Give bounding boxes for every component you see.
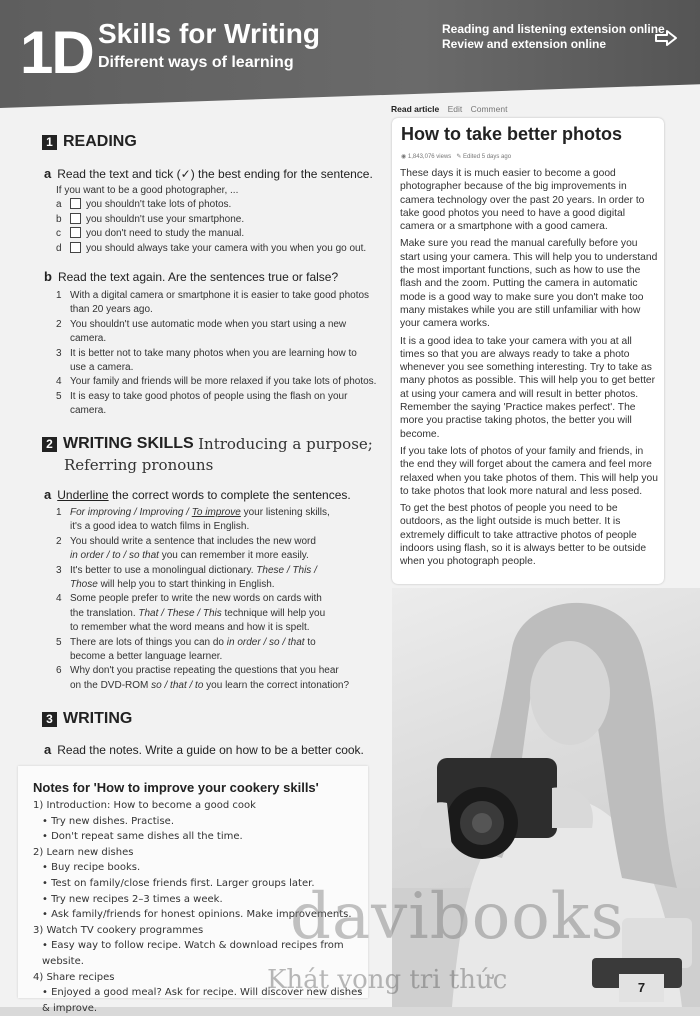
notes-title: Notes for 'How to improve your cookery skills' — [33, 780, 319, 795]
note-line: 1) Introduction: How to become a good cook — [33, 800, 256, 811]
article-paragraph: These days it is much easier to become a good photographer because of the big improvements in camera technology over the past 20 years. In order to take good photos you need to have a good digital camera or a smartphone with a good camera. — [400, 168, 645, 233]
watermark-tagline: Khát vọng tri thức — [267, 965, 508, 995]
choice[interactable]: so that — [128, 550, 159, 562]
views-count: 1,843,076 views — [407, 154, 452, 160]
choice[interactable]: in order — [70, 550, 104, 562]
section-writing-skills-heading — [42, 435, 373, 453]
choice-separator: / — [120, 550, 129, 562]
statement-5-cont — [56, 404, 376, 418]
item-text: You should write a sentence that includes the new word — [70, 535, 316, 547]
tab-comment[interactable]: Comment — [470, 104, 508, 114]
writing-task-a — [44, 742, 364, 757]
statement-text: With a digital camera or smartphone it is easier to take good photos — [70, 290, 370, 301]
watermark: davibooks — [290, 880, 625, 954]
item-text: It's better to use a monolingual dictionary. — [70, 564, 257, 576]
page-number: 7 — [619, 974, 664, 1002]
item-number: 1 — [56, 507, 62, 518]
article-card — [392, 118, 664, 584]
task-instruction: Read the notes. Write a guide on how to be a better cook. — [57, 743, 364, 757]
note-line: • Easy way to follow recipe. Watch & download recipes from website. — [42, 940, 344, 967]
item-text: Why don't you practise repeating the questions that you hear — [70, 665, 339, 677]
item-text: your listening skills, — [240, 507, 330, 518]
ws-item-2[interactable] — [56, 535, 349, 549]
options-stem: If you want to be a good photographer, ... — [56, 185, 239, 196]
note-line: • Test on family/close friends first. Larger groups later. — [42, 877, 315, 889]
ws-item-1[interactable] — [56, 506, 349, 520]
statement-text: You shouldn't use automatic mode when you start using a new — [70, 318, 347, 330]
option-letter: b — [56, 213, 62, 225]
item-text: to remember what the word means and how it is spelt. — [70, 622, 310, 634]
item-text: Some people prefer to write the new words on cards with — [70, 593, 322, 605]
choice[interactable]: Improving — [139, 507, 184, 518]
item-text: to — [304, 636, 316, 648]
item-number: 2 — [56, 535, 62, 547]
item-text: will help you to start thinking in English. — [97, 579, 275, 591]
ws-item-1-cont — [56, 520, 349, 534]
statement-1-cont — [56, 303, 376, 317]
reading-task-b — [44, 269, 338, 284]
section-writing-heading — [42, 710, 132, 728]
option-text: you should always take your camera with you when you go out. — [86, 242, 367, 254]
option-d[interactable] — [56, 242, 366, 256]
ws-item-5[interactable] — [56, 636, 349, 650]
tab-edit[interactable]: Edit — [447, 104, 463, 114]
article-paragraph: If you take lots of photos of your family and friends, in the end they will forget about the camera and feel more relaxed when you take photos of them. This will help you to take photos that look more natural and less posed. — [400, 445, 658, 497]
unit-code: 1D — [20, 19, 93, 86]
section-title: READING — [63, 133, 137, 150]
statement-1 — [56, 289, 376, 303]
note-line: 4) Share recipes — [33, 971, 115, 983]
article-paragraph: It is a good idea to take your camera with you at all times so that you are always ready to take a photo whenever you see something interesting. Try to take as many photos as possible. This will help you to get better at using your camera and will result in better photos. Remember the saying 'Practice makes perfect'. The more you practise taking photos, the better you will become. — [400, 335, 656, 440]
online-line-2: Review and extension online — [442, 37, 607, 51]
choice-separator: / — [131, 507, 140, 518]
article-body — [400, 167, 658, 573]
task-letter: a — [44, 166, 52, 181]
item-text: technique will help you — [221, 607, 326, 619]
note-line: • Ask family/friends for honest opinions. Make improvements. — [42, 909, 352, 921]
ws-item-6-cont — [56, 679, 349, 693]
item-number: 2 — [56, 318, 62, 330]
option-letter: c — [56, 228, 61, 240]
option-text: you shouldn't use your smartphone. — [86, 213, 245, 225]
writing-skills-task-a — [44, 487, 351, 502]
item-number: 1 — [56, 290, 62, 301]
option-letter: a — [56, 199, 62, 211]
item-text: the translation. — [70, 607, 139, 619]
article-title: How to take better photos — [401, 124, 623, 144]
ws-item-4[interactable] — [56, 592, 349, 606]
article-paragraph: Make sure you read the manual carefully before you start using your camera. This will help you to understand the most important functions, such as how to use the flash and the zoom. Putting the camera in automatic mode is a good way to make sure you don't make too many mistakes while you are still unfamiliar with how your camera works. — [400, 238, 658, 330]
choice[interactable]: These / This / — [256, 564, 317, 576]
section-number: 1 — [42, 135, 57, 150]
note-line: 2) Learn new dishes — [33, 846, 134, 858]
item-number: 3 — [56, 347, 62, 359]
item-number: 6 — [56, 665, 62, 677]
choice[interactable]: For improving — [70, 507, 132, 518]
statement-text: It is better not to take many photos when you are learning how to — [70, 347, 357, 359]
section-reading-heading — [42, 133, 137, 151]
choice-separator: / — [183, 507, 192, 518]
option-letter: d — [56, 242, 62, 254]
unit-subtitle: Different ways of learning — [98, 54, 294, 71]
note-line: • Don't repeat same dishes all the time. — [42, 831, 243, 843]
ws-item-5-cont — [56, 650, 349, 664]
tab-read-article[interactable]: Read article — [391, 104, 440, 114]
ws-item-3-cont — [56, 578, 349, 592]
reading-task-a — [44, 166, 373, 181]
edited-time: Edited 5 days ago — [463, 154, 512, 160]
note-line: 3) Watch TV cookery programmes — [33, 924, 204, 936]
choice-separator: / — [103, 550, 113, 562]
article-meta — [401, 153, 511, 160]
choice[interactable]: so / that / to — [151, 679, 204, 691]
ws-item-4-cont — [56, 607, 349, 621]
item-text: you can remember it more easily. — [158, 550, 309, 562]
option-c[interactable] — [56, 227, 366, 241]
choice[interactable]: That / These / This — [138, 607, 222, 619]
option-a[interactable] — [56, 198, 366, 212]
section-subtitle: Introducing a purpose; — [198, 435, 373, 453]
task-instruction: the correct words to complete the sentences. — [111, 488, 351, 502]
statement-2 — [56, 318, 376, 332]
true-false-statements — [56, 289, 376, 419]
section-number: 2 — [42, 437, 57, 452]
choice[interactable]: to — [112, 550, 121, 562]
choice[interactable]: in order / so / that — [226, 636, 305, 648]
section-subtitle-2: Referring pronouns — [64, 456, 214, 474]
task-instruction: Read the text again. Are the sentences true or false? — [57, 270, 339, 284]
statement-text: camera. — [70, 333, 107, 345]
ws-item-3[interactable] — [56, 564, 349, 578]
item-number: 4 — [56, 593, 62, 605]
task-instruction: Read the text and tick (✓) the best ending for the sentence. — [57, 167, 373, 181]
statement-text: use a camera. — [70, 362, 134, 374]
statement-text: It is easy to take good photos of people using the flash on your — [70, 390, 348, 402]
online-extension-link[interactable] — [442, 22, 665, 52]
statement-text: Your family and friends will be more relaxed if you take lots of photos. — [70, 376, 377, 388]
statement-3-cont — [56, 361, 376, 375]
item-text: you learn the correct intonation? — [203, 679, 350, 691]
tick-checkbox[interactable] — [70, 198, 81, 209]
item-text: become a better language learner. — [70, 651, 223, 663]
option-text: you shouldn't take lots of photos. — [86, 199, 232, 211]
section-number: 3 — [42, 712, 57, 727]
note-line: • Buy recipe books. — [42, 862, 141, 874]
note-line: • Try new dishes. Practise. — [42, 815, 174, 827]
item-number: 5 — [56, 636, 62, 648]
task-letter: a — [44, 742, 52, 757]
ws-item-4-cont2 — [56, 621, 349, 635]
tick-checkbox[interactable] — [70, 227, 81, 238]
note-line: • Try new recipes 2–3 times a week. — [42, 893, 223, 905]
item-text: There are lots of things you can do — [70, 636, 227, 648]
statement-text: camera. — [70, 405, 107, 417]
statement-4 — [56, 375, 376, 389]
reading-options — [56, 184, 366, 256]
note-line: • Enjoyed a good meal? Ask for recipe. Will discover new dishes & improve. — [42, 987, 363, 1014]
option-b[interactable] — [56, 213, 366, 227]
online-line-1: Reading and listening extension online — [442, 22, 665, 36]
eye-icon: ◉ — [401, 154, 407, 160]
statement-5 — [56, 390, 376, 404]
item-text: it's a good idea to watch films in English. — [70, 521, 250, 533]
article-paragraph: To get the best photos of people you need to be outdoors, as the light outside is much better. It is extremely difficult to take attractive photos of people indoors using flash, so it is always better to be outside when you photograph people. — [400, 503, 647, 568]
statement-3 — [56, 347, 376, 361]
section-title: WRITING — [63, 710, 133, 727]
choice[interactable]: Those — [70, 579, 98, 591]
pencil-icon: ✎ — [456, 154, 462, 160]
writing-skills-items — [56, 506, 349, 693]
task-letter: b — [44, 269, 52, 284]
article-tabs — [391, 104, 513, 114]
arrow-right-icon[interactable] — [654, 29, 678, 47]
unit-title: Skills for Writing — [98, 18, 320, 49]
item-number: 4 — [56, 376, 62, 388]
statement-2-cont — [56, 332, 376, 346]
item-number: 3 — [56, 564, 62, 576]
ws-item-2-cont — [56, 549, 349, 563]
statement-text: than 20 years ago. — [70, 304, 153, 316]
task-keyword: Underline — [57, 488, 109, 502]
choice-underlined[interactable]: To improve — [191, 507, 241, 518]
item-text: on the DVD-ROM — [70, 679, 152, 691]
tick-checkbox[interactable] — [70, 213, 81, 224]
ws-item-6[interactable] — [56, 664, 349, 678]
option-text: you don't need to study the manual. — [86, 228, 245, 240]
tick-checkbox[interactable] — [70, 242, 81, 253]
item-number: 5 — [56, 390, 62, 402]
section-title: WRITING SKILLS — [63, 435, 194, 452]
task-letter: a — [44, 487, 52, 502]
